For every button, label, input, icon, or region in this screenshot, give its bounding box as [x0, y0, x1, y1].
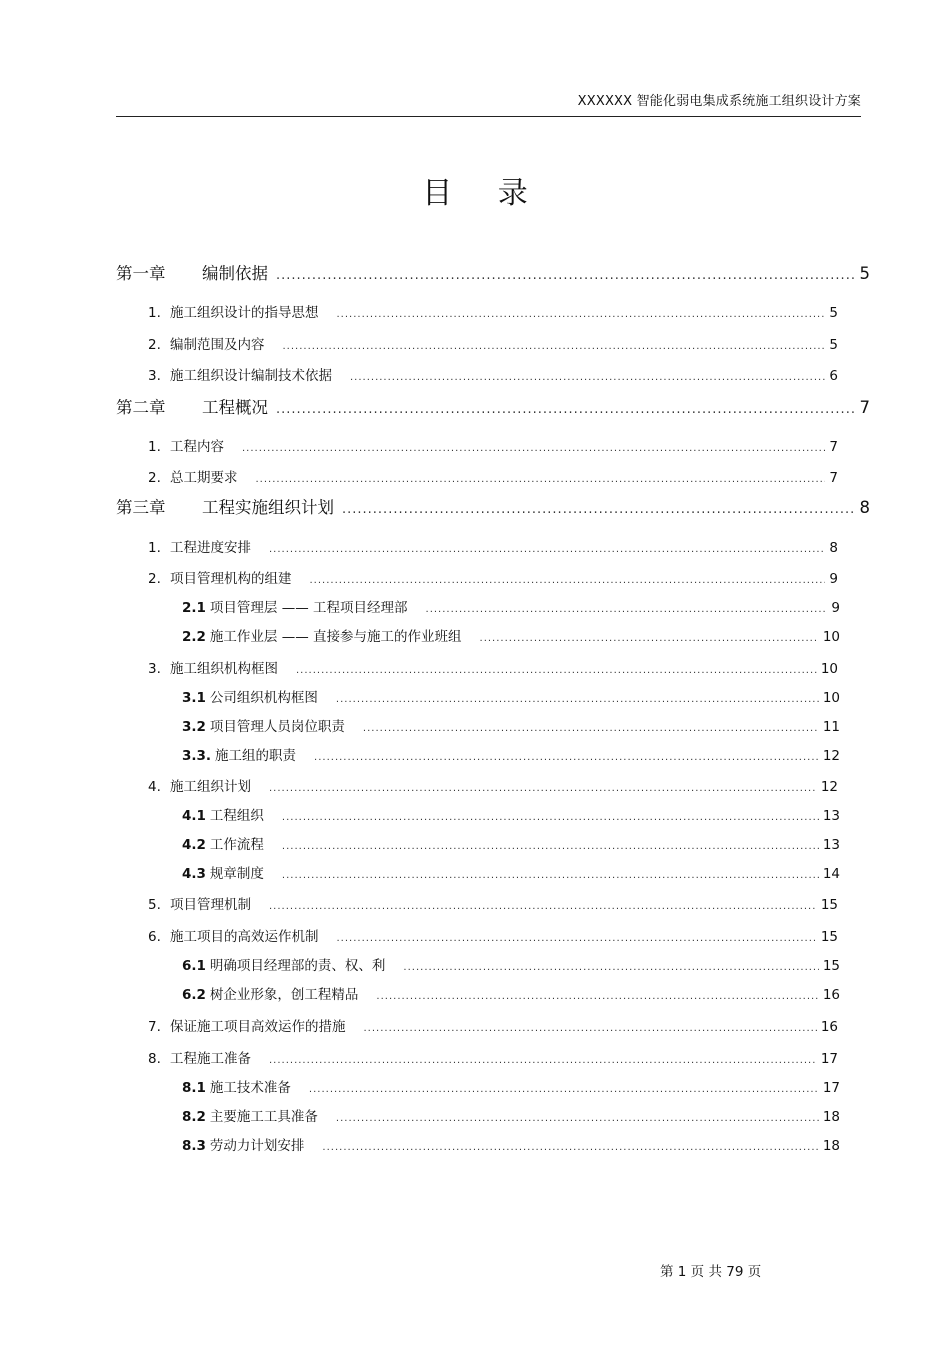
toc-chapter-entry[interactable] [116, 494, 870, 518]
dot-leader [480, 633, 819, 644]
toc-page-number: 12 [822, 748, 840, 764]
toc-entry-title [116, 260, 268, 284]
toc-page-number: 9 [831, 600, 840, 616]
toc-page-number: 16 [822, 987, 840, 1003]
dot-leader [276, 402, 856, 417]
dot-leader [336, 1113, 819, 1124]
toc-entry[interactable] [148, 466, 838, 486]
toc-entry-number: 6.2 [182, 987, 206, 1003]
toc-entry-label: 主要施工工具准备 [209, 1109, 318, 1125]
toc-entry-label: 工程概况 [202, 398, 268, 417]
toc-page-number: 18 [822, 1138, 840, 1154]
toc-entry-label: 工程组织 [209, 808, 264, 824]
toc-page-number: 5 [859, 264, 870, 283]
toc-page-number: 9 [829, 571, 838, 587]
toc-page-number: 18 [822, 1109, 840, 1125]
toc-entry[interactable] [148, 1047, 838, 1067]
toc-entry-title [182, 983, 358, 1003]
toc-entry-number: 1. [148, 439, 161, 455]
toc-entry-title [148, 435, 224, 455]
toc-entry-label: 施工组织设计编制技术依据 [170, 368, 332, 384]
toc-entry-label: 劳动力计划安排 [209, 1138, 305, 1154]
toc-entry[interactable] [182, 954, 840, 974]
toc-entry[interactable] [182, 715, 840, 735]
toc-entry-number: 4.2 [182, 837, 206, 853]
dot-leader [403, 962, 818, 973]
toc-entry-label: 施工技术准备 [209, 1080, 291, 1096]
dot-leader [282, 870, 819, 881]
dot-leader [269, 544, 825, 555]
toc-entry-number: 2.2 [182, 629, 206, 645]
toc-entry-title [116, 394, 268, 418]
toc-entry-label: 施工组织机构框图 [170, 661, 278, 677]
toc-entry-number: 2. [148, 470, 161, 486]
toc-chapter-entry[interactable] [116, 260, 870, 284]
dot-leader [314, 752, 819, 763]
toc-entry-title [182, 686, 318, 706]
dot-leader [342, 502, 856, 517]
dot-leader [269, 1055, 817, 1066]
toc-entry[interactable] [182, 862, 840, 882]
dot-leader [363, 723, 819, 734]
toc-entry-label: 项目管理机制 [170, 897, 251, 913]
toc-entry-number: 3.3. [182, 748, 212, 764]
toc-entry-title [182, 954, 385, 974]
dot-leader [282, 812, 819, 823]
toc-page-number: 12 [820, 779, 838, 795]
toc-entry[interactable] [182, 804, 840, 824]
toc-entry-label: 施工组织计划 [170, 779, 251, 795]
toc-entry-title [148, 893, 251, 913]
toc-entry[interactable] [148, 435, 838, 455]
toc-entry-title [148, 1047, 251, 1067]
toc-entry-title [148, 775, 251, 795]
toc-page-number: 15 [822, 958, 840, 974]
toc-entry[interactable] [182, 686, 840, 706]
dot-leader [364, 1023, 817, 1034]
toc-entry[interactable] [182, 596, 840, 616]
toc-entry-number: 2.1 [182, 600, 206, 616]
toc-entry[interactable] [148, 775, 838, 795]
dot-leader [322, 1142, 818, 1153]
dot-leader [282, 841, 819, 852]
toc-entry[interactable] [148, 1015, 838, 1035]
toc-entry-number: 8. [148, 1051, 161, 1067]
dot-leader [426, 604, 828, 615]
toc-page-number: 6 [829, 368, 838, 384]
toc-page-number: 14 [822, 866, 840, 882]
toc-entry[interactable] [182, 1076, 840, 1096]
toc-entry-title [182, 744, 296, 764]
toc-entry-label: 树企业形象，创工程精品 [209, 987, 359, 1003]
toc-page-number: 17 [820, 1051, 838, 1067]
dot-leader [256, 474, 826, 485]
toc-entry-number: 2. [148, 337, 161, 353]
toc-entry-label: 编制范围及内容 [170, 337, 265, 353]
toc-entry-number: 1. [148, 305, 161, 321]
toc-page-number: 10 [822, 629, 840, 645]
toc-page-number: 13 [822, 837, 840, 853]
toc-page-number: 7 [829, 470, 838, 486]
toc-entry-number: 8.1 [182, 1080, 206, 1096]
toc-entry[interactable] [182, 744, 840, 764]
toc-entry[interactable] [182, 1134, 840, 1154]
toc-entry-number: 4. [148, 779, 161, 795]
toc-entry[interactable] [182, 625, 840, 645]
toc-entry-label: 项目管理层 —— 工程项目经理部 [209, 600, 408, 616]
dot-leader [337, 933, 817, 944]
toc-entry-label: 施工组织设计的指导思想 [170, 305, 319, 321]
toc-entry[interactable] [148, 364, 838, 384]
toc-entry-number: 8.2 [182, 1109, 206, 1125]
page-footer: 第 1 页 共 79 页 [660, 1264, 762, 1280]
toc-entry[interactable] [148, 333, 838, 353]
dot-leader [309, 1084, 819, 1095]
toc-page-number: 17 [822, 1080, 840, 1096]
toc-page-number: 15 [820, 929, 838, 945]
toc-page-number: 8 [859, 498, 870, 517]
toc-page-number: 5 [829, 305, 838, 321]
toc-entry-title [182, 833, 264, 853]
toc-entry[interactable] [182, 1105, 840, 1125]
toc-entry-label: 项目管理机构的组建 [170, 571, 292, 587]
toc-entry-number: 第一章 [116, 264, 166, 283]
toc-entry-number: 第三章 [116, 498, 166, 517]
toc-entry-label: 施工作业层 —— 直接参与施工的作业班组 [209, 629, 462, 645]
toc-page-number: 10 [820, 661, 838, 677]
toc-entry[interactable] [182, 833, 840, 853]
toc-page-number: 8 [829, 540, 838, 556]
toc-entry-label: 编制依据 [202, 264, 268, 283]
toc-entry-label: 规章制度 [209, 866, 264, 882]
toc-page-number: 7 [859, 398, 870, 417]
toc-entry-title [148, 657, 278, 677]
toc-entry-number: 6.1 [182, 958, 206, 974]
toc-entry-label: 施工项目的高效运作机制 [170, 929, 319, 945]
toc-entry-title [148, 536, 251, 556]
dot-leader [283, 341, 826, 352]
toc-entry[interactable] [148, 567, 838, 587]
dot-leader [350, 372, 825, 383]
toc-entry-title [148, 301, 319, 321]
toc-entry-title [148, 925, 319, 945]
toc-page-number: 10 [822, 690, 840, 706]
toc-page-number: 11 [822, 719, 840, 735]
dot-leader [269, 783, 817, 794]
dot-leader [242, 443, 825, 454]
toc-entry-label: 公司组织机构框图 [209, 690, 318, 706]
toc-entry-label: 总工期要求 [170, 470, 238, 486]
toc-entry-number: 3. [148, 661, 161, 677]
toc-entry-number: 5. [148, 897, 161, 913]
toc-entry-title [182, 862, 264, 882]
toc-entry-title [182, 1105, 318, 1125]
dot-leader [269, 901, 817, 912]
toc-entry-label: 明确项目经理部的责、权、利 [209, 958, 386, 974]
title-char-2: 录 [497, 176, 528, 211]
dot-leader [337, 309, 826, 320]
toc-entry-number: 7. [148, 1019, 161, 1035]
toc-page-number: 13 [822, 808, 840, 824]
toc-entry-label: 工作流程 [209, 837, 264, 853]
toc-entry[interactable] [148, 536, 838, 556]
toc-entry-title [148, 364, 332, 384]
toc-entry[interactable] [148, 301, 838, 321]
toc-entry[interactable] [148, 925, 838, 945]
toc-entry-number: 8.3 [182, 1138, 206, 1154]
toc-entry-label: 工程实施组织计划 [202, 498, 334, 517]
toc-entry[interactable] [148, 657, 838, 677]
toc-entry-title [116, 494, 334, 518]
toc-entry-title [182, 715, 345, 735]
toc-entry-label: 保证施工项目高效运作的措施 [170, 1019, 346, 1035]
toc-page-number: 15 [820, 897, 838, 913]
toc-entry-title [148, 1015, 346, 1035]
page-title [0, 168, 950, 212]
toc-entry-number: 4.1 [182, 808, 206, 824]
toc-entry-title [182, 804, 264, 824]
toc-entry-number: 6. [148, 929, 161, 945]
toc-chapter-entry[interactable] [116, 394, 870, 418]
toc-entry[interactable] [148, 893, 838, 913]
header-divider [116, 116, 861, 117]
toc-entry-title [182, 1076, 291, 1096]
toc-entry-number: 第二章 [116, 398, 166, 417]
dot-leader [276, 268, 856, 283]
toc-entry-title [182, 625, 462, 645]
toc-entry-title [148, 333, 265, 353]
toc-page-number: 7 [829, 439, 838, 455]
toc-entry-number: 2. [148, 571, 161, 587]
toc-entry-number: 4.3 [182, 866, 206, 882]
toc-entry-label: 工程进度安排 [170, 540, 251, 556]
dot-leader [296, 665, 817, 676]
dot-leader [336, 694, 819, 705]
toc-entry-number: 1. [148, 540, 161, 556]
toc-entry-number: 3.2 [182, 719, 206, 735]
dot-leader [310, 575, 826, 586]
toc-entry-title [182, 596, 408, 616]
dot-leader [376, 991, 818, 1002]
toc-entry-number: 3.1 [182, 690, 206, 706]
toc-entry-number: 3. [148, 368, 161, 384]
toc-entry-label: 工程施工准备 [170, 1051, 251, 1067]
toc-entry-label: 项目管理人员岗位职责 [209, 719, 345, 735]
toc-entry[interactable] [182, 983, 840, 1003]
toc-entry-label: 施工组的职责 [215, 748, 297, 764]
running-header: XXXXXX 智能化弱电集成系统施工组织设计方案 [577, 94, 861, 109]
title-char-1: 目 [422, 176, 453, 211]
toc-page-number: 16 [820, 1019, 838, 1035]
toc-entry-title [148, 567, 292, 587]
toc-page-number: 5 [829, 337, 838, 353]
toc-entry-title [182, 1134, 304, 1154]
toc-entry-title [148, 466, 238, 486]
toc-entry-label: 工程内容 [170, 439, 224, 455]
